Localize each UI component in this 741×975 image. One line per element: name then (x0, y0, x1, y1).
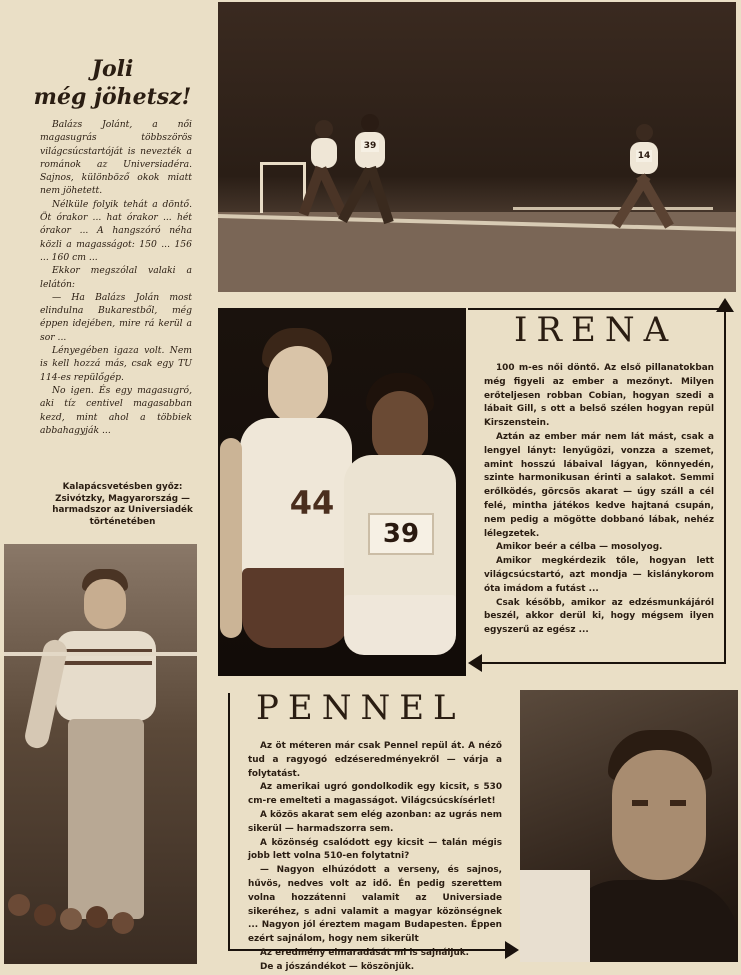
headline (20, 55, 205, 111)
left-paragraph: Ekkor megszólal valaki a lelátón: (40, 265, 192, 290)
hurdle (260, 162, 306, 213)
athlete-hammer (34, 569, 164, 949)
athlete-bib-number: 44 (289, 484, 335, 522)
pennel-paragraph: — Nagyon elhúzódott a verseny, és sajnos, hűvös, nedves volt az idő. Én pedig szerettem volna hozzátenni valamit az Universiade sikeréhez, s adni valamit a magyar közönségnek ... Nagyon jól éreztem magam Budapesten. Éppen ezért sajnálom, hogy nem sikerült (248, 865, 502, 945)
irena-arrow-left-icon (468, 654, 482, 672)
pennel-paragraph: A közönség csalódott egy kicsit — talán mégis jobb lett volna 510-en folytatni? (248, 837, 502, 862)
pennel-frame-left (228, 693, 230, 951)
pennel-paragraph: Az eredmény elmaradását mi is sajnáljuk. (260, 947, 470, 958)
runner-figure (343, 114, 398, 229)
hammer-throw-photo (4, 544, 197, 964)
irena-paragraph: Aztán az ember már nem lát mást, csak a lengyel lányt: lenyűgözi, vonzza a szemet, amint hosszú lábaival lágyan, könnyedén, szinte harmonikusan érinti a salakot. Semmi erőlködés, görcsös akarat — úgy száll a cél felé, mintha játékos kedve hajtaná csupán, nem pedig a mögötte dobbanó lábak, nehéz lélegzetek. (484, 431, 714, 539)
bystander-sleeve (520, 870, 590, 962)
hammer-ball (34, 904, 56, 926)
hammer-throw-caption: Kalapácsvetésben győz: Zsivótzky, Magyarország — harmadszor az Universiadék történetében (52, 482, 193, 527)
irena-athletes-photo (218, 308, 466, 676)
pennel-title: PENNEL (256, 688, 465, 728)
headline-line-2: még jöhetsz! (33, 84, 192, 110)
hurdle-rail (513, 207, 713, 210)
runner-bib-number: 39 (361, 140, 379, 152)
irena-frame-bottom (478, 662, 726, 664)
left-column-text (40, 118, 192, 437)
hammer-ball (112, 912, 134, 934)
irena-title: IRENA (514, 310, 678, 350)
left-paragraph: Nélküle folyik tehát a döntő. Öt órakor ... hat órakor ... hét órakor ... A hangszóró néha közli a magasságot: 150 ... 156 ... 160 cm ... (40, 198, 192, 263)
irena-paragraph: 100 m-es női döntő. Az első pillanatokban még figyeli az ember a mezőnyt. Milyen erőteljesen robban Cobian, hogyan szedi a lábait Gill, s ott a belső szélen hogyan repül Kirszenstein. (484, 363, 714, 429)
left-paragraph: Lényegében igaza volt. Nem is kell hozzá más, csak egy TU 114-es repülőgép. (40, 345, 192, 383)
pennel-paragraph: Az amerikai ugró gondolkodik egy kicsit, s 530 cm-re emelteti a magasságot. Világcsúcskísérlet! (248, 782, 502, 807)
pennel-paragraph: De a jószándékot — köszönjük. (260, 961, 415, 972)
runner-figure (616, 124, 671, 239)
hammer-ball (86, 906, 108, 928)
runner-bib-number: 14 (637, 151, 651, 161)
irena-frame-right (724, 308, 726, 664)
pennel-paragraph: Az öt méteren már csak Pennel repül át. A néző tud a ragyogó edzéseredményekről — várja a folytatást. (248, 741, 502, 779)
athlete-right (336, 373, 466, 676)
left-paragraph: — Ha Balázs Jolán most elindulna Bukarestből, még éppen idejében, mire rá kerül a sor ... (40, 291, 192, 343)
hammer-rack (4, 652, 197, 656)
hammer-ball (60, 908, 82, 930)
pennel-body (248, 740, 502, 975)
hurdles-race-photo (218, 2, 736, 292)
left-paragraph: No igen. És egy magasugró, aki tíz centivel magasabban kezd, mint ahol a többiek abbahagyják ... (40, 384, 192, 436)
irena-paragraph: Amikor beér a célba — mosolyog. (496, 542, 663, 553)
irena-body (484, 362, 714, 638)
athlete-bib-number: 39 (368, 513, 434, 555)
irena-paragraph: Csak később, amikor az edzésmunkájáról beszél, akkor derül ki, hogy mégsem ilyen egyszerű az egész ... (484, 597, 714, 636)
left-paragraph: Balázs Jolánt, a női magasugrás többszörös világcsúcstartóját is nevezték a románok az Universiadéra. Sajnos, különböző okok miatt nem jöhetett. (40, 119, 192, 197)
pennel-portrait-photo (520, 690, 738, 962)
irena-paragraph: Amikor megkérdezik tőle, hogyan lett világcsúcstartó, azt mondja — kislánykorom óta imádom a futást ... (484, 556, 714, 594)
headline-line-1: Joli (91, 56, 134, 82)
pennel-paragraph: A közös akarat sem elég azonban: az ugrás nem sikerül — harmadszorra sem. (248, 809, 502, 834)
hammer-ball (8, 894, 30, 916)
pennel-arrow-right-icon (505, 941, 519, 959)
irena-arrow-up-icon (716, 298, 734, 312)
runner-figure (303, 120, 345, 220)
pennel-face (598, 730, 718, 900)
